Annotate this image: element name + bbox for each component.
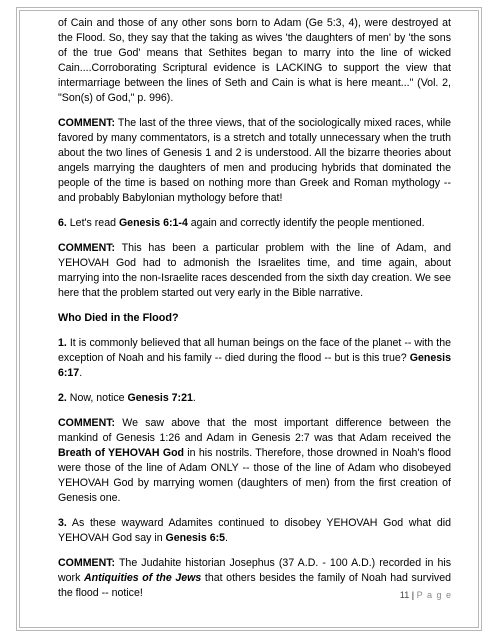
- point-number: 1.: [58, 337, 67, 349]
- footer-separator: |: [411, 590, 415, 600]
- comment-label: COMMENT:: [58, 242, 116, 254]
- paragraph-point-1: 1. It is commonly believed that all human beings on the face of the planet -- with the exception of Noah and his family -- died during the flood -- but is this true? Genesis 6:17.: [58, 337, 451, 379]
- page-content: [58, 16, 451, 601]
- point-number: 6.: [58, 217, 67, 229]
- paragraph-point-6: 6. Let's read Genesis 6:1-4 again and correctly identify the people mentioned.: [58, 217, 425, 229]
- emphasis-breath: Breath of YEHOVAH God: [58, 447, 185, 459]
- scripture-reference: Genesis 7:21: [127, 392, 193, 404]
- scripture-reference: Genesis 6:5: [165, 532, 226, 544]
- paragraph-comment-breath: COMMENT: We saw above that the most important difference between the mankind of Genesis 1:26 and Adam in Genesis 2:7 was that Adam received the Breath of YEHOVAH God in his nostrils. Therefore, those drowned in Noah's flood were those of the line of Adam ONLY -- those of the line of Adam who disobeyed YEHOVAH God by marrying women (daughters of men) from the first creation of Genesis one.: [58, 417, 451, 504]
- paragraph-comment-three-views: COMMENT: The last of the three views, that of the sociologically mixed races, while favored by many commentators, is a stretch and totally unnecessary when the truth about the two lines of Genesis 1 and 2 is understood. All the bizarre theories about angels marrying the daughters of men and producing hybrids that dominated the people of the time is based on nothing more than Greek and Roman mythology -- and probably Babylonian mythology before that!: [58, 117, 451, 204]
- page-word: P a g e: [416, 590, 452, 600]
- book-title: Antiquities of the Jews: [83, 572, 202, 584]
- comment-label: COMMENT:: [58, 117, 116, 129]
- paragraph-quote-continuation: of Cain and those of any other sons born to Adam (Ge 5:3, 4), were destroyed at the Flood. So, they say that the taking as wives 'the daughters of men' by 'the sons of the true God' means that Sethites began to marry into the line of wicked Cain....Corroborating Scriptural evidence is LACKING to support the view that intermarriage between the lines of Seth and Cain is what is here meant..." (Vol. 2, "Son(s) of God," p. 996).: [58, 17, 451, 104]
- point-number: 3.: [58, 517, 67, 529]
- paragraph-comment-josephus: COMMENT: The Judahite historian Josephus (37 A.D. - 100 A.D.) recorded in his work Antiquities of the Jews that others besides the family of Noah had survived the flood -- notice!: [58, 557, 451, 599]
- paragraph-point-3: 3. As these wayward Adamites continued to disobey YEHOVAH God what did YEHOVAH God say in Genesis 6:5.: [58, 517, 451, 544]
- page-footer: [400, 590, 452, 600]
- scripture-reference: Genesis 6:1-4: [118, 217, 188, 229]
- point-number: 2.: [58, 392, 67, 404]
- paragraph-point-2: 2. Now, notice Genesis 7:21.: [58, 392, 196, 404]
- scripture-reference: Genesis 6:17: [58, 352, 451, 379]
- page-number: 11: [399, 590, 410, 600]
- comment-label: COMMENT:: [58, 417, 116, 429]
- section-heading: Who Died in the Flood?: [58, 312, 179, 324]
- comment-label: COMMENT:: [58, 557, 116, 569]
- paragraph-comment-line-of-adam: COMMENT: This has been a particular problem with the line of Adam, and YEHOVAH God had to admonish the Israelites time, and time again, about marrying into the non-Israelite races descended from the sixth day creation. We see here that the problem started out very early in the Bible narrative.: [58, 242, 451, 299]
